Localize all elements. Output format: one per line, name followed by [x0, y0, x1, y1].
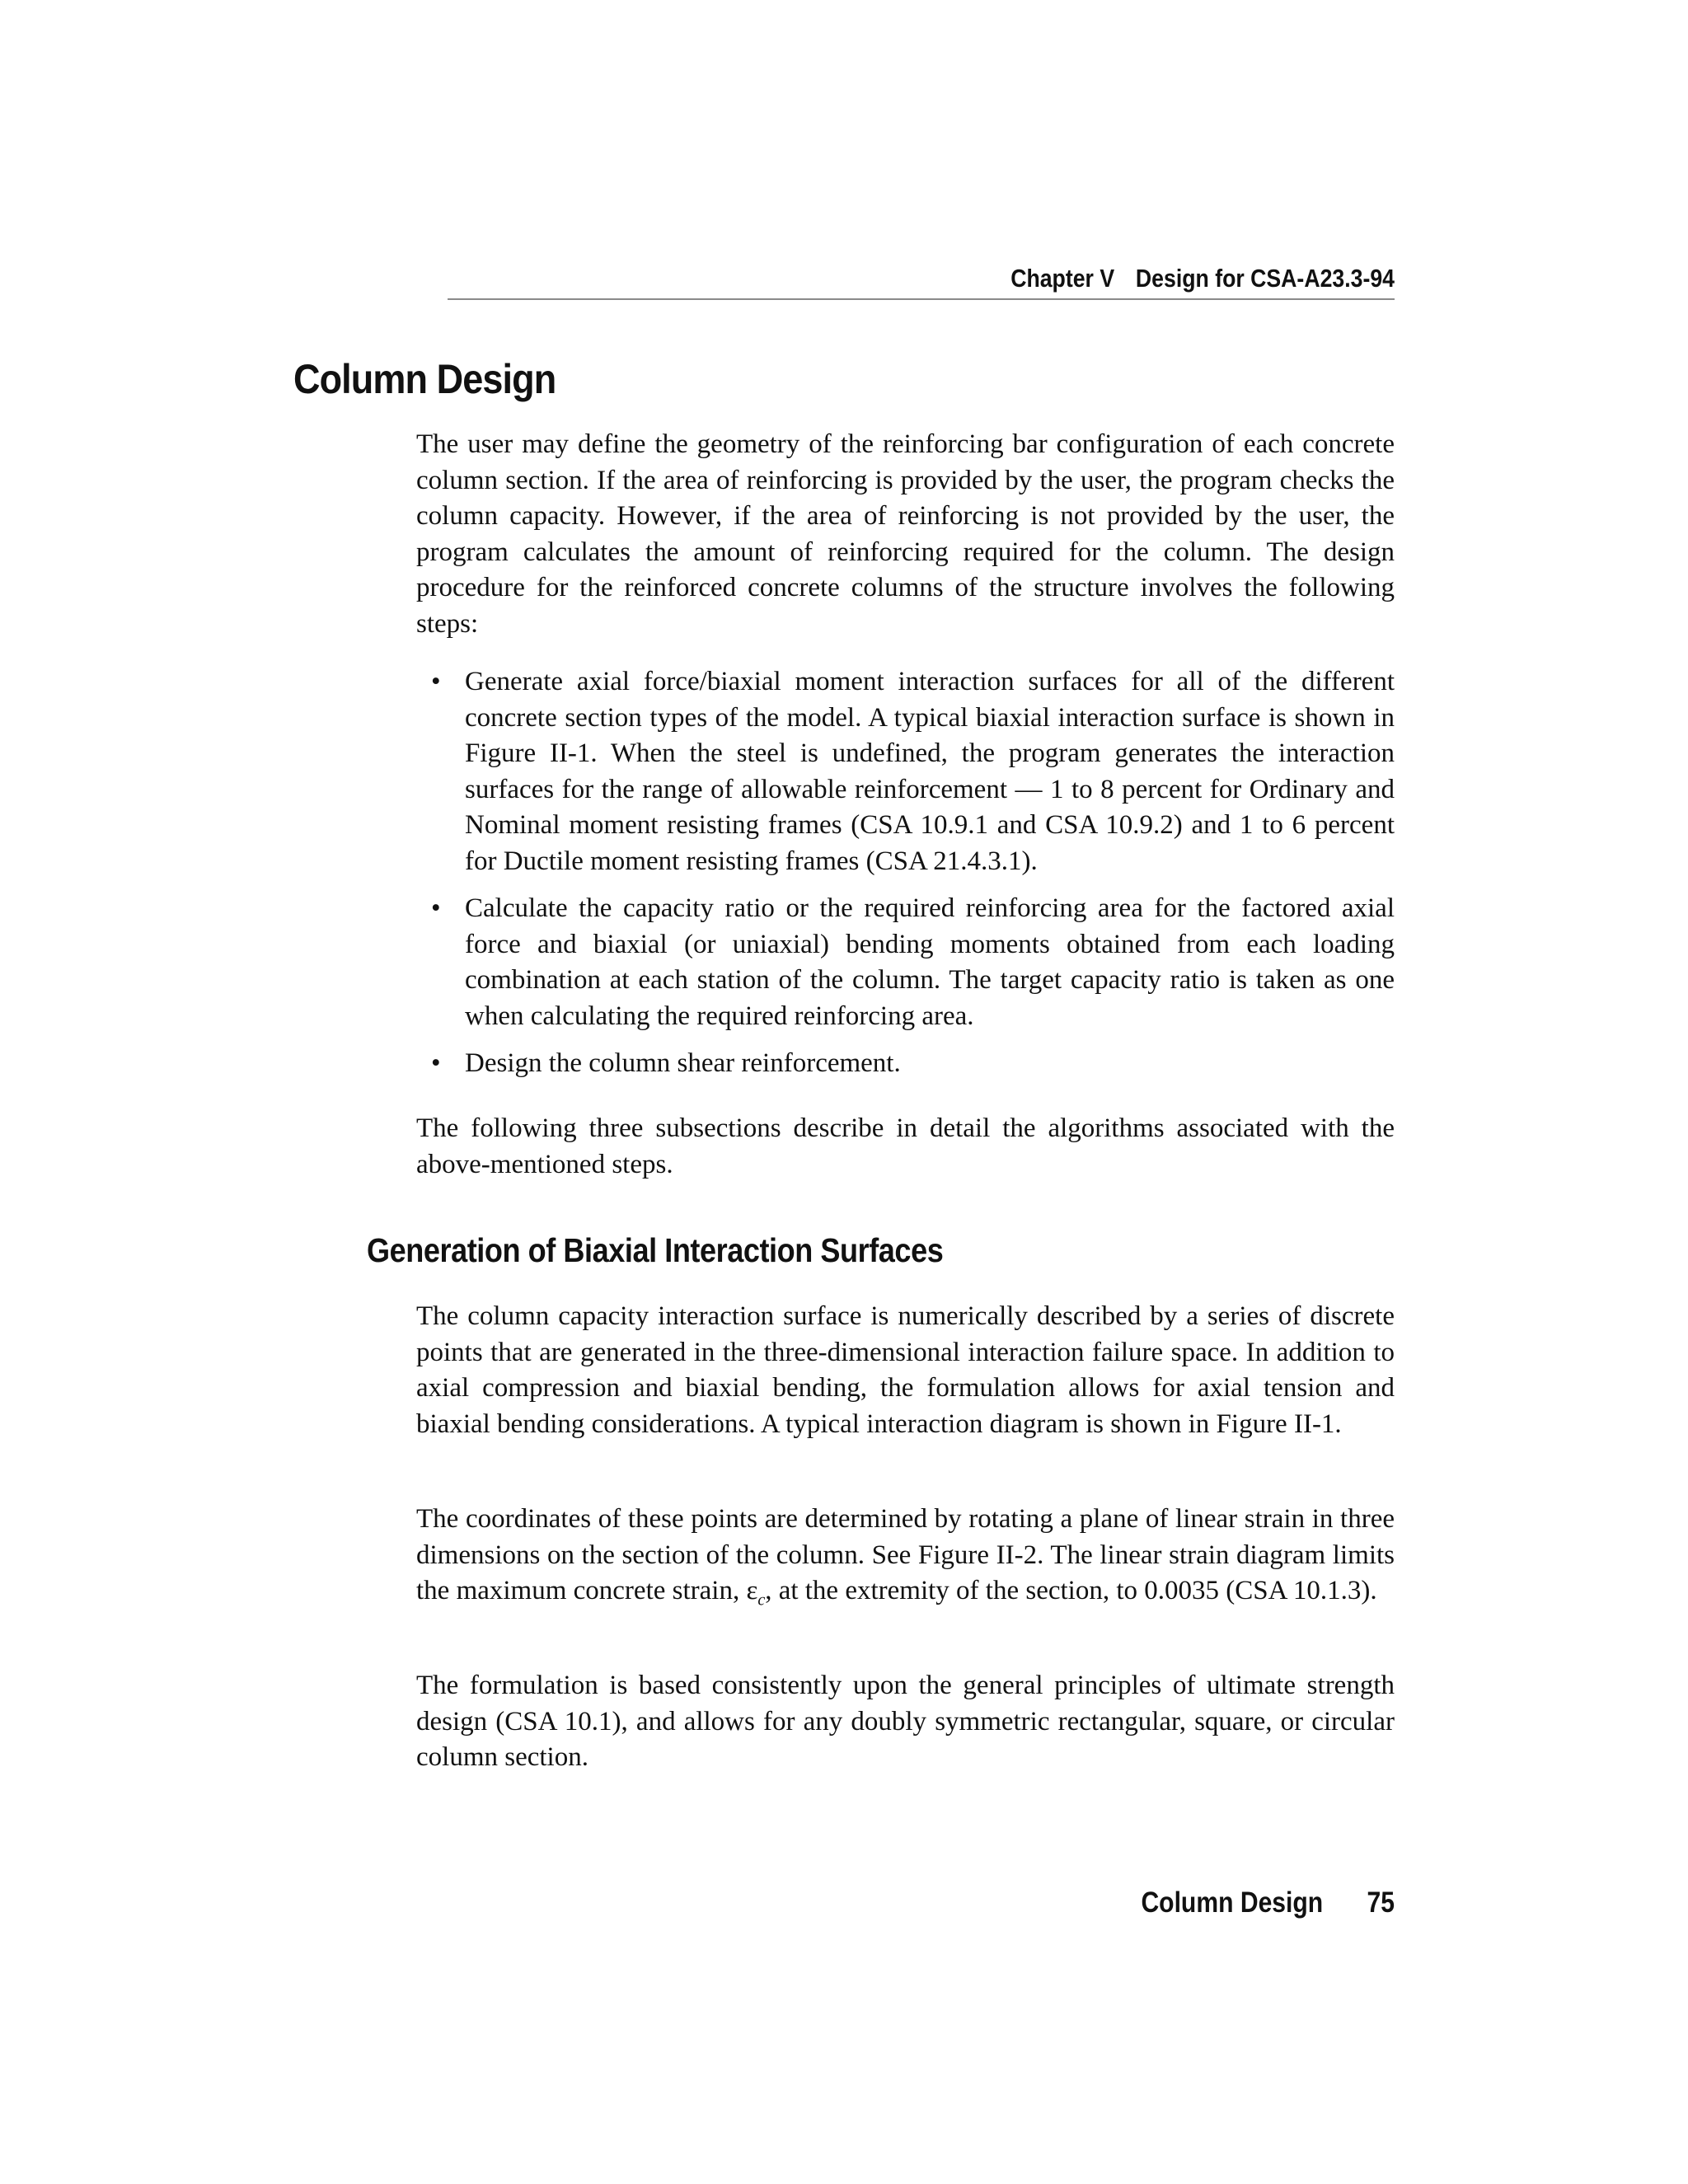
- sub-paragraph-1: The column capacity interaction surface is numerically described by a series of discrete points that are generated in the three-dimensional interaction failure space. In addition to axial compression and biaxial bending, the formulation allows for axial tension and biaxial bending considerations. A typical interaction diagram is shown in Figure II-1.: [416, 1301, 1395, 1439]
- intro-paragraph: The user may define the geometry of the reinforcing bar configuration of each concrete column section. If the area of reinforcing is provided by the user, the program checks the column capacity. However, if the area of reinforcing is not provided by the user, the program calculates the amount of reinforcing required for the column. The design procedure for the reinforced concrete columns of the structure involves the following steps:: [416, 429, 1395, 639]
- page-footer: [975, 1885, 1395, 1921]
- steps-list: [416, 664, 1395, 1094]
- list-item: [416, 664, 1395, 879]
- sub-paragraph-2-before: The coordinates of these points are determined by rotating a plane of linear strain in three dimensions on the section of the column. See Figure II-2. The linear strain diagram limits the maximum concrete strain,: [416, 1504, 1395, 1605]
- bullet-marker: •: [431, 1048, 441, 1078]
- epsilon-c-symbol: [746, 1576, 766, 1610]
- section-title: Column Design: [293, 356, 556, 402]
- list-item: [416, 1046, 1395, 1082]
- sub-paragraph-2-block: [416, 1502, 1395, 1619]
- subsections-paragraph-block: [416, 1111, 1395, 1183]
- sub-paragraph-3-block: [416, 1668, 1395, 1776]
- bullet-marker: •: [431, 667, 441, 696]
- epsilon-subscript: c: [757, 1591, 766, 1610]
- footer-section-title: Column Design: [1141, 1886, 1324, 1919]
- epsilon-symbol: ε: [746, 1576, 758, 1605]
- list-item: [416, 891, 1395, 1034]
- sub-paragraph-1-block: [416, 1299, 1395, 1442]
- running-header: [448, 262, 1395, 300]
- sub-paragraph-3: The formulation is based consistently upon the general principles of ultimate strength design (CSA 10.1), and allows for any doubly symmetric rectangular, square, or circular column section.: [416, 1671, 1395, 1772]
- chapter-label: Chapter V: [1010, 264, 1115, 293]
- sub-paragraph-2: [416, 1502, 1395, 1619]
- list-item-text: Design the column shear reinforcement.: [465, 1048, 901, 1078]
- list-item-text: Calculate the capacity ratio or the required reinforcing area for the factored axial force and biaxial (or uniaxial) bending moments obtained from each loading combination at each station of the column. The target capacity ratio is taken as one when calculating the required reinforcing area.: [465, 893, 1395, 1031]
- subsection-title: Generation of Biaxial Interaction Surfaces: [367, 1231, 944, 1269]
- sub-paragraph-2-after: , at the extremity of the section, to 0.0035 (CSA 10.1.3).: [765, 1576, 1377, 1605]
- chapter-title: Design for CSA-A23.3-94: [1135, 264, 1395, 293]
- page-number: 75: [1367, 1886, 1395, 1919]
- list-item-text: Generate axial force/biaxial moment interaction surfaces for all of the different concrete section types of the model. A typical biaxial interaction surface is shown in Figure II-1. When the steel is undefined, the program generates the interaction surfaces for the range of allowable reinforcement — 1 to 8 percent for Ordinary and Nominal moment resisting frames (CSA 10.9.1 and CSA 10.9.2) and 1 to 6 percent for Ductile moment resisting frames (CSA 21.4.3.1).: [465, 667, 1395, 876]
- intro-paragraph-block: [416, 427, 1395, 642]
- subsections-paragraph: The following three subsections describe in detail the algorithms associated with the above-mentioned steps.: [416, 1113, 1395, 1179]
- bullet-marker: •: [431, 893, 441, 923]
